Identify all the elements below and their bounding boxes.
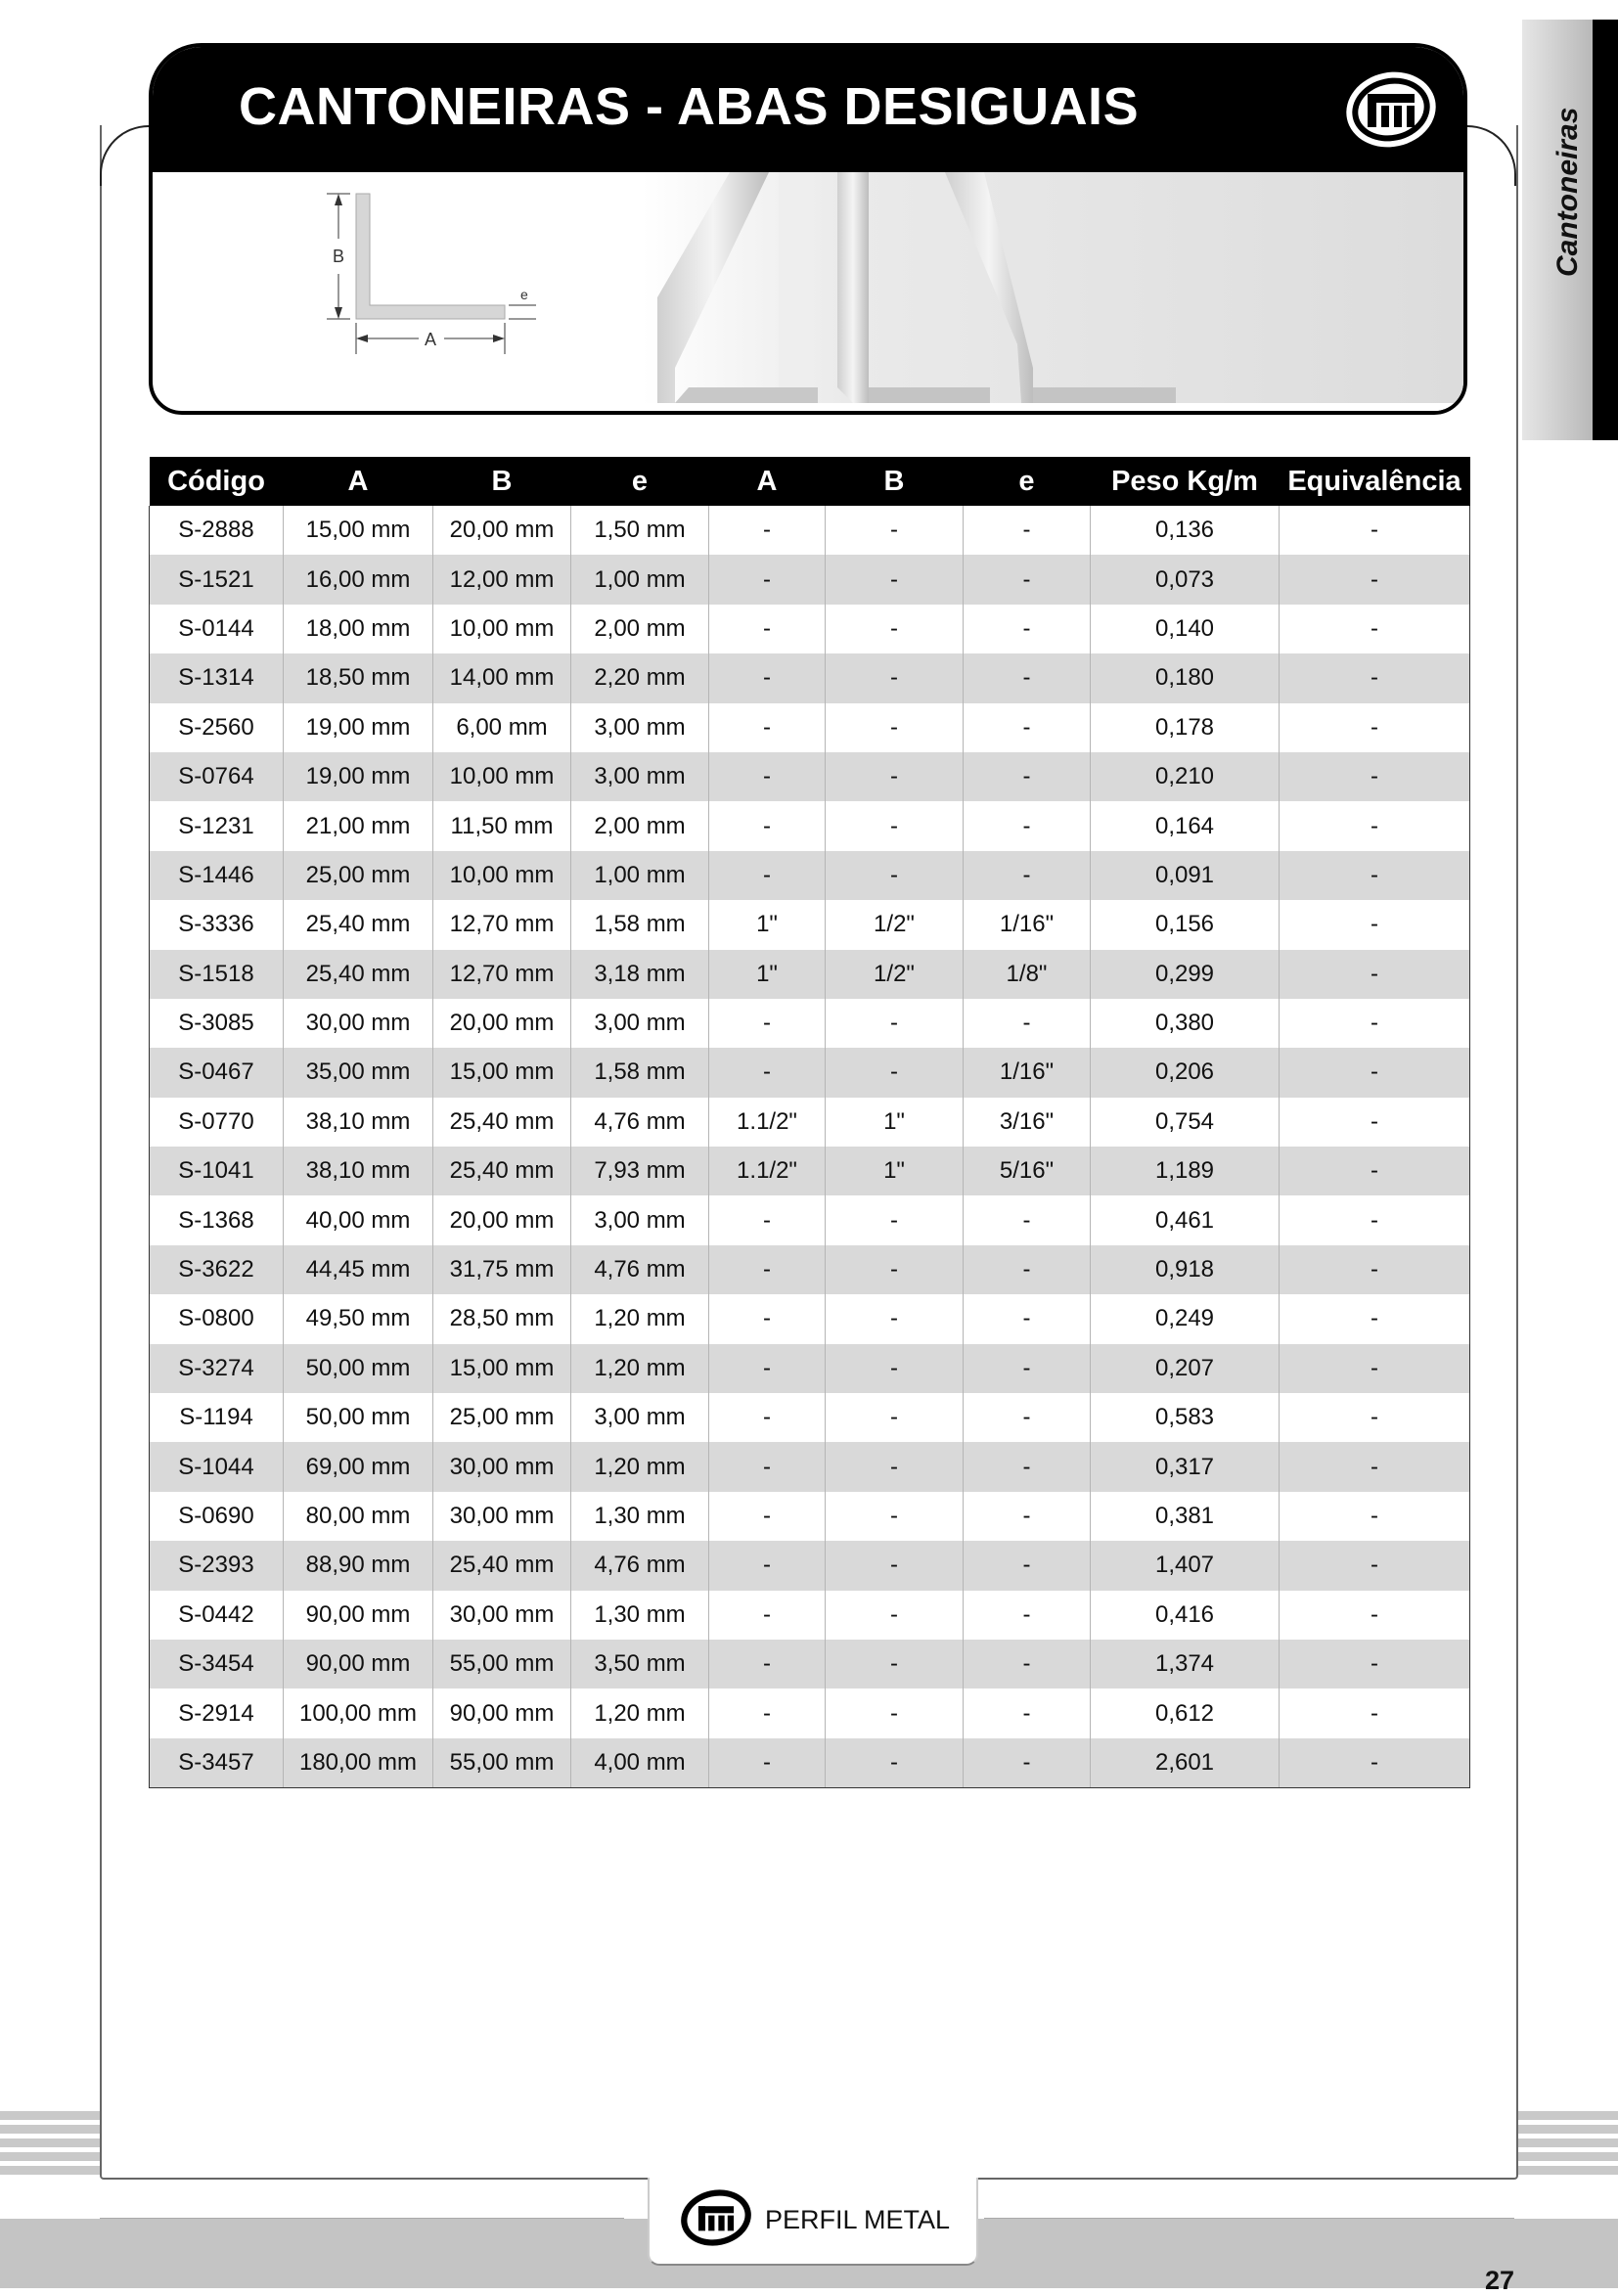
table-cell: 20,00 mm bbox=[433, 1195, 571, 1244]
table-cell: S-1194 bbox=[150, 1393, 284, 1442]
table-cell: 25,40 mm bbox=[433, 1541, 571, 1590]
table-cell: S-3454 bbox=[150, 1640, 284, 1688]
table-row bbox=[150, 851, 1470, 900]
table-cell: - bbox=[826, 1688, 964, 1737]
table-cell: - bbox=[709, 555, 826, 604]
table-cell: 2,00 mm bbox=[571, 605, 709, 653]
table-cell: 0,073 bbox=[1091, 555, 1280, 604]
table-cell: 0,461 bbox=[1091, 1195, 1280, 1244]
diagram-label-b: B bbox=[333, 247, 345, 266]
table-cell: 1/8" bbox=[964, 950, 1091, 999]
table-cell: 4,76 mm bbox=[571, 1541, 709, 1590]
table-cell: 12,70 mm bbox=[433, 900, 571, 949]
table-cell: S-3336 bbox=[150, 900, 284, 949]
table-cell: 25,40 mm bbox=[284, 950, 433, 999]
table-cell: - bbox=[709, 999, 826, 1048]
table-cell: - bbox=[1280, 1492, 1470, 1541]
table-cell: S-0800 bbox=[150, 1294, 284, 1343]
table-cell: 0,210 bbox=[1091, 752, 1280, 801]
table-cell: - bbox=[964, 1492, 1091, 1541]
table-cell: - bbox=[1280, 1541, 1470, 1590]
table-cell: - bbox=[1280, 1591, 1470, 1640]
col-header-a-in: A bbox=[709, 457, 826, 506]
table-cell: 1,00 mm bbox=[571, 851, 709, 900]
table-cell: 30,00 mm bbox=[433, 1591, 571, 1640]
table-cell: - bbox=[1280, 703, 1470, 752]
table-cell: 44,45 mm bbox=[284, 1245, 433, 1294]
table-cell: - bbox=[964, 1294, 1091, 1343]
table-row bbox=[150, 752, 1470, 801]
table-cell: 0,091 bbox=[1091, 851, 1280, 900]
table-cell: 1/16" bbox=[964, 1048, 1091, 1097]
table-cell: 7,93 mm bbox=[571, 1147, 709, 1195]
table-cell: 69,00 mm bbox=[284, 1442, 433, 1491]
table-row bbox=[150, 1541, 1470, 1590]
table-body bbox=[150, 506, 1470, 1788]
table-cell: - bbox=[826, 605, 964, 653]
table-cell: 0,317 bbox=[1091, 1442, 1280, 1491]
table-cell: - bbox=[709, 1393, 826, 1442]
table-cell: S-1446 bbox=[150, 851, 284, 900]
table-cell: 35,00 mm bbox=[284, 1048, 433, 1097]
angle-bars-photo bbox=[642, 172, 1463, 415]
table-cell: - bbox=[709, 1688, 826, 1737]
table-cell: 1,30 mm bbox=[571, 1492, 709, 1541]
col-header-e-in: e bbox=[964, 457, 1091, 506]
table-cell: 14,00 mm bbox=[433, 653, 571, 702]
table-cell: 80,00 mm bbox=[284, 1492, 433, 1541]
table-cell: 2,601 bbox=[1091, 1738, 1280, 1788]
table-cell: - bbox=[709, 752, 826, 801]
table-cell: S-1041 bbox=[150, 1147, 284, 1195]
table-cell: 3,00 mm bbox=[571, 999, 709, 1048]
table-cell: 3,00 mm bbox=[571, 1393, 709, 1442]
table-cell: 25,00 mm bbox=[284, 851, 433, 900]
table-cell: 30,00 mm bbox=[433, 1442, 571, 1491]
table-row bbox=[150, 555, 1470, 604]
footer-brand-name: PERFIL METAL bbox=[765, 2205, 951, 2234]
table-cell: 11,50 mm bbox=[433, 801, 571, 850]
table-cell: S-0690 bbox=[150, 1492, 284, 1541]
table-cell: - bbox=[964, 1688, 1091, 1737]
table-row bbox=[150, 1294, 1470, 1343]
table-cell: - bbox=[964, 801, 1091, 850]
table-cell: - bbox=[709, 1195, 826, 1244]
table-cell: - bbox=[1280, 1640, 1470, 1688]
table-cell: - bbox=[826, 999, 964, 1048]
side-tab-label: Cantoneiras bbox=[1551, 107, 1584, 277]
page-header bbox=[149, 43, 1467, 415]
table-cell: 1,20 mm bbox=[571, 1688, 709, 1737]
table-cell: - bbox=[964, 653, 1091, 702]
table-cell: 1" bbox=[826, 1098, 964, 1147]
table-cell: - bbox=[1280, 801, 1470, 850]
table-cell: S-2560 bbox=[150, 703, 284, 752]
table-row bbox=[150, 506, 1470, 555]
table-row bbox=[150, 703, 1470, 752]
table-cell: - bbox=[826, 752, 964, 801]
table-cell: 15,00 mm bbox=[433, 1048, 571, 1097]
table-cell: S-2914 bbox=[150, 1688, 284, 1737]
footer-line-left bbox=[100, 2218, 624, 2219]
table-cell: - bbox=[709, 506, 826, 555]
table-cell: S-2888 bbox=[150, 506, 284, 555]
table-cell: - bbox=[826, 801, 964, 850]
table-cell: - bbox=[964, 1640, 1091, 1688]
table-row bbox=[150, 1640, 1470, 1688]
table-cell: - bbox=[709, 1640, 826, 1688]
table-cell: 38,10 mm bbox=[284, 1098, 433, 1147]
table-cell: 1,20 mm bbox=[571, 1442, 709, 1491]
table-row bbox=[150, 1344, 1470, 1393]
table-cell: - bbox=[1280, 1195, 1470, 1244]
table-cell: 1,374 bbox=[1091, 1640, 1280, 1688]
table-row bbox=[150, 1738, 1470, 1788]
table-cell: 180,00 mm bbox=[284, 1738, 433, 1788]
table-cell: - bbox=[826, 1294, 964, 1343]
table-cell: 90,00 mm bbox=[284, 1640, 433, 1688]
table-cell: S-1521 bbox=[150, 555, 284, 604]
table-cell: S-1518 bbox=[150, 950, 284, 999]
table-cell: 20,00 mm bbox=[433, 999, 571, 1048]
table-cell: 10,00 mm bbox=[433, 605, 571, 653]
table-cell: 4,76 mm bbox=[571, 1098, 709, 1147]
table-cell: 1" bbox=[709, 950, 826, 999]
table-cell: 15,00 mm bbox=[433, 1344, 571, 1393]
table-cell: 1,58 mm bbox=[571, 1048, 709, 1097]
table-cell: S-3457 bbox=[150, 1738, 284, 1788]
table-cell: - bbox=[964, 851, 1091, 900]
table-row bbox=[150, 1442, 1470, 1491]
table-cell: 3/16" bbox=[964, 1098, 1091, 1147]
table-cell: 21,00 mm bbox=[284, 801, 433, 850]
table-cell: - bbox=[709, 801, 826, 850]
table-cell: - bbox=[826, 506, 964, 555]
table-cell: 25,40 mm bbox=[284, 900, 433, 949]
col-header-a-mm: A bbox=[284, 457, 433, 506]
table-cell: 100,00 mm bbox=[284, 1688, 433, 1737]
table-cell: - bbox=[964, 1245, 1091, 1294]
table-cell: - bbox=[826, 1591, 964, 1640]
table-cell: - bbox=[1280, 605, 1470, 653]
table-cell: - bbox=[964, 752, 1091, 801]
table-cell: - bbox=[1280, 653, 1470, 702]
table-cell: 0,206 bbox=[1091, 1048, 1280, 1097]
table-cell: 0,583 bbox=[1091, 1393, 1280, 1442]
table-cell: - bbox=[964, 555, 1091, 604]
table-row bbox=[150, 1048, 1470, 1097]
table-cell: 2,20 mm bbox=[571, 653, 709, 702]
table-row bbox=[150, 1492, 1470, 1541]
table-cell: 1/16" bbox=[964, 900, 1091, 949]
table-cell: 90,00 mm bbox=[284, 1591, 433, 1640]
table-cell: S-1368 bbox=[150, 1195, 284, 1244]
table-cell: - bbox=[1280, 999, 1470, 1048]
table-cell: - bbox=[709, 653, 826, 702]
table-cell: - bbox=[1280, 1245, 1470, 1294]
table-cell: - bbox=[826, 1442, 964, 1491]
table-cell: 50,00 mm bbox=[284, 1393, 433, 1442]
table-cell: 0,136 bbox=[1091, 506, 1280, 555]
table-cell: 38,10 mm bbox=[284, 1147, 433, 1195]
table-cell: 1" bbox=[826, 1147, 964, 1195]
table-cell: 1,20 mm bbox=[571, 1294, 709, 1343]
col-header-peso: Peso Kg/m bbox=[1091, 457, 1280, 506]
table-cell: 0,416 bbox=[1091, 1591, 1280, 1640]
table-cell: 3,00 mm bbox=[571, 703, 709, 752]
table-cell: - bbox=[826, 1048, 964, 1097]
table-cell: S-1231 bbox=[150, 801, 284, 850]
table-cell: - bbox=[1280, 752, 1470, 801]
table-cell: - bbox=[1280, 1393, 1470, 1442]
table-cell: - bbox=[709, 1442, 826, 1491]
table-cell: 0,178 bbox=[1091, 703, 1280, 752]
table-row bbox=[150, 1147, 1470, 1195]
table-cell: - bbox=[826, 1640, 964, 1688]
table-cell: - bbox=[709, 1245, 826, 1294]
table-cell: S-0467 bbox=[150, 1048, 284, 1097]
table-cell: - bbox=[964, 1344, 1091, 1393]
table-cell: - bbox=[964, 703, 1091, 752]
table-cell: - bbox=[1280, 1442, 1470, 1491]
table-cell: 0,754 bbox=[1091, 1098, 1280, 1147]
table-cell: 0,380 bbox=[1091, 999, 1280, 1048]
table-cell: 25,40 mm bbox=[433, 1098, 571, 1147]
table-cell: - bbox=[709, 1541, 826, 1590]
perfil-metal-logo-icon bbox=[677, 2185, 755, 2250]
table-cell: S-0442 bbox=[150, 1591, 284, 1640]
table-cell: - bbox=[964, 1442, 1091, 1491]
page-title: CANTONEIRAS - ABAS DESIGUAIS bbox=[239, 77, 1140, 136]
table-cell: - bbox=[709, 1294, 826, 1343]
table-cell: 0,612 bbox=[1091, 1688, 1280, 1737]
table-cell: S-3274 bbox=[150, 1344, 284, 1393]
table-cell: - bbox=[964, 605, 1091, 653]
table-cell: - bbox=[1280, 950, 1470, 999]
diagram-label-e: e bbox=[520, 287, 528, 302]
table-cell: 18,00 mm bbox=[284, 605, 433, 653]
table-cell: - bbox=[826, 1344, 964, 1393]
table-cell: 1,30 mm bbox=[571, 1591, 709, 1640]
table-cell: - bbox=[709, 1048, 826, 1097]
table-cell: 30,00 mm bbox=[433, 1492, 571, 1541]
table-cell: 16,00 mm bbox=[284, 555, 433, 604]
table-cell: - bbox=[826, 1195, 964, 1244]
table-cell: - bbox=[964, 1195, 1091, 1244]
table-cell: - bbox=[1280, 1147, 1470, 1195]
table-cell: 0,918 bbox=[1091, 1245, 1280, 1294]
table-cell: 3,00 mm bbox=[571, 1195, 709, 1244]
table-cell: - bbox=[709, 1591, 826, 1640]
table-cell: - bbox=[826, 1541, 964, 1590]
table-cell: - bbox=[1280, 1688, 1470, 1737]
table-cell: 12,00 mm bbox=[433, 555, 571, 604]
table-row bbox=[150, 1098, 1470, 1147]
table-cell: 12,70 mm bbox=[433, 950, 571, 999]
table-row bbox=[150, 605, 1470, 653]
table-cell: 4,76 mm bbox=[571, 1245, 709, 1294]
table-cell: - bbox=[709, 1492, 826, 1541]
perfil-metal-logo-icon bbox=[1342, 68, 1440, 151]
table-cell: 1/2" bbox=[826, 950, 964, 999]
table-cell: 3,18 mm bbox=[571, 950, 709, 999]
table-cell: - bbox=[826, 1245, 964, 1294]
table-cell: S-3622 bbox=[150, 1245, 284, 1294]
footer-brand-box bbox=[648, 2178, 978, 2266]
diagram-label-a: A bbox=[425, 330, 437, 349]
specs-table bbox=[149, 457, 1470, 1788]
table-cell: 31,75 mm bbox=[433, 1245, 571, 1294]
table-cell: 55,00 mm bbox=[433, 1640, 571, 1688]
table-cell: 25,00 mm bbox=[433, 1393, 571, 1442]
table-cell: - bbox=[1280, 900, 1470, 949]
table-cell: 10,00 mm bbox=[433, 851, 571, 900]
table-row bbox=[150, 1393, 1470, 1442]
table-cell: S-2393 bbox=[150, 1541, 284, 1590]
col-header-b-mm: B bbox=[433, 457, 571, 506]
table-cell: 0,180 bbox=[1091, 653, 1280, 702]
table-cell: - bbox=[826, 851, 964, 900]
table-cell: 1,20 mm bbox=[571, 1344, 709, 1393]
table-row bbox=[150, 1591, 1470, 1640]
table-row bbox=[150, 900, 1470, 949]
table-cell: 0,381 bbox=[1091, 1492, 1280, 1541]
table-cell: - bbox=[1280, 1344, 1470, 1393]
table-cell: 19,00 mm bbox=[284, 703, 433, 752]
table-cell: 1,189 bbox=[1091, 1147, 1280, 1195]
table-cell: - bbox=[964, 1541, 1091, 1590]
table-cell: 0,140 bbox=[1091, 605, 1280, 653]
table-cell: - bbox=[826, 1738, 964, 1788]
table-row bbox=[150, 999, 1470, 1048]
table-cell: - bbox=[1280, 1048, 1470, 1097]
table-cell: 3,50 mm bbox=[571, 1640, 709, 1688]
table-cell: 18,50 mm bbox=[284, 653, 433, 702]
table-cell: S-0764 bbox=[150, 752, 284, 801]
table-cell: S-0770 bbox=[150, 1098, 284, 1147]
footer-line-right bbox=[984, 2218, 1514, 2219]
table-cell: - bbox=[826, 1492, 964, 1541]
table-row bbox=[150, 653, 1470, 702]
table-cell: - bbox=[709, 851, 826, 900]
table-cell: - bbox=[709, 703, 826, 752]
table-cell: - bbox=[1280, 851, 1470, 900]
table-cell: 6,00 mm bbox=[433, 703, 571, 752]
table-cell: 1,50 mm bbox=[571, 506, 709, 555]
table-cell: 5/16" bbox=[964, 1147, 1091, 1195]
table-cell: 1,407 bbox=[1091, 1541, 1280, 1590]
table-cell: 15,00 mm bbox=[284, 506, 433, 555]
table-cell: 25,40 mm bbox=[433, 1147, 571, 1195]
table-cell: 0,164 bbox=[1091, 801, 1280, 850]
table-cell: 1.1/2" bbox=[709, 1098, 826, 1147]
table-cell: 50,00 mm bbox=[284, 1344, 433, 1393]
col-header-codigo: Código bbox=[150, 457, 284, 506]
table-cell: 0,299 bbox=[1091, 950, 1280, 999]
table-cell: - bbox=[964, 1591, 1091, 1640]
table-cell: - bbox=[826, 1393, 964, 1442]
table-cell: 55,00 mm bbox=[433, 1738, 571, 1788]
col-header-e-mm: e bbox=[571, 457, 709, 506]
table-row bbox=[150, 801, 1470, 850]
table-cell: 0,156 bbox=[1091, 900, 1280, 949]
table-cell: - bbox=[964, 999, 1091, 1048]
table-cell: - bbox=[826, 703, 964, 752]
table-cell: 10,00 mm bbox=[433, 752, 571, 801]
table-cell: - bbox=[1280, 1098, 1470, 1147]
table-cell: - bbox=[1280, 1738, 1470, 1788]
table-cell: 90,00 mm bbox=[433, 1688, 571, 1737]
table-cell: 30,00 mm bbox=[284, 999, 433, 1048]
table-header-row bbox=[150, 457, 1470, 506]
table-cell: 0,207 bbox=[1091, 1344, 1280, 1393]
table-cell: 1,58 mm bbox=[571, 900, 709, 949]
table-cell: 20,00 mm bbox=[433, 506, 571, 555]
table-cell: - bbox=[964, 506, 1091, 555]
page-number: 27 bbox=[1485, 2266, 1515, 2295]
table-cell: 4,00 mm bbox=[571, 1738, 709, 1788]
table-cell: - bbox=[826, 653, 964, 702]
table-cell: - bbox=[709, 605, 826, 653]
table-cell: 49,50 mm bbox=[284, 1294, 433, 1343]
table-cell: S-0144 bbox=[150, 605, 284, 653]
table-row bbox=[150, 1245, 1470, 1294]
table-cell: 0,249 bbox=[1091, 1294, 1280, 1343]
table-row bbox=[150, 1688, 1470, 1737]
col-header-equivalencia: Equivalência bbox=[1280, 457, 1470, 506]
table-cell: S-1314 bbox=[150, 653, 284, 702]
table-cell: 28,50 mm bbox=[433, 1294, 571, 1343]
table-cell: - bbox=[826, 555, 964, 604]
table-row bbox=[150, 950, 1470, 999]
table-cell: 3,00 mm bbox=[571, 752, 709, 801]
col-header-b-in: B bbox=[826, 457, 964, 506]
table-cell: S-3085 bbox=[150, 999, 284, 1048]
table-cell: 40,00 mm bbox=[284, 1195, 433, 1244]
table-cell: - bbox=[964, 1738, 1091, 1788]
table-cell: - bbox=[1280, 1294, 1470, 1343]
table-cell: 1.1/2" bbox=[709, 1147, 826, 1195]
table-cell: - bbox=[709, 1738, 826, 1788]
table-cell: 19,00 mm bbox=[284, 752, 433, 801]
table-cell: 1/2" bbox=[826, 900, 964, 949]
table-cell: - bbox=[1280, 555, 1470, 604]
table-row bbox=[150, 1195, 1470, 1244]
table-cell: - bbox=[964, 1393, 1091, 1442]
table-cell: - bbox=[1280, 506, 1470, 555]
side-tab-bar bbox=[1593, 20, 1618, 440]
table-cell: - bbox=[709, 1344, 826, 1393]
table-cell: S-1044 bbox=[150, 1442, 284, 1491]
table-cell: 1,00 mm bbox=[571, 555, 709, 604]
table-cell: 88,90 mm bbox=[284, 1541, 433, 1590]
angle-profile-diagram-icon bbox=[231, 190, 563, 405]
table-cell: 1" bbox=[709, 900, 826, 949]
table-cell: 2,00 mm bbox=[571, 801, 709, 850]
